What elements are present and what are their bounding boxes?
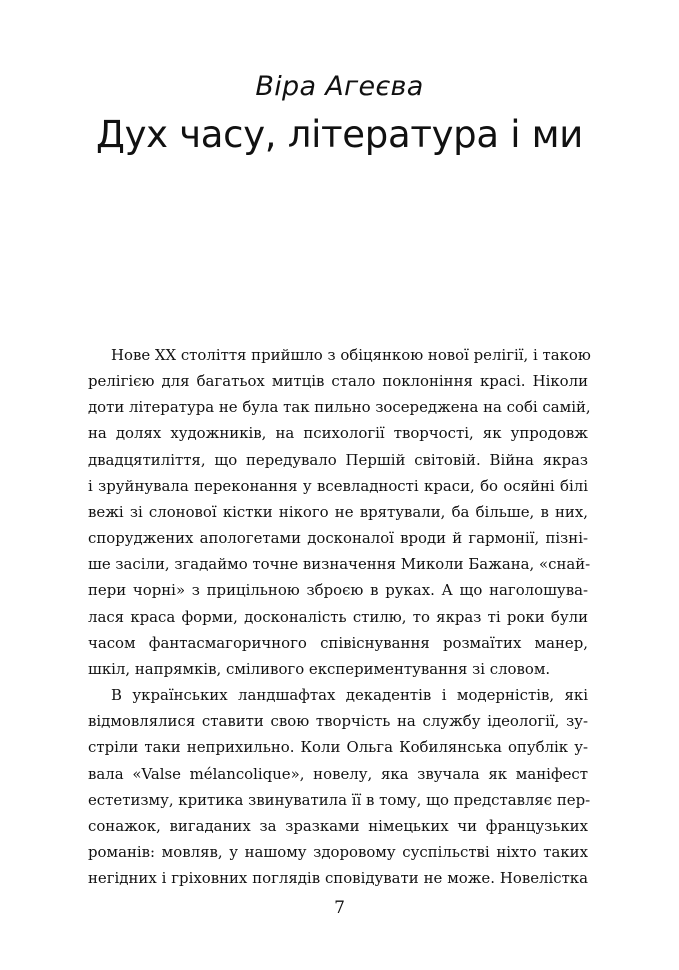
- text-line: ше засіли, згадаймо точне визначення Миколи Бажана, «снай-: [88, 555, 591, 574]
- text-line: негідних і гріховних поглядів сповідувати не може. Новелістка: [88, 869, 588, 888]
- text-line: на долях художників, на психології творчості, як упродовж: [88, 424, 588, 443]
- text-line: часом фантасмагоричного співіснування розмаїтих манер,: [88, 633, 588, 652]
- text-line: шкіл, напрямків, сміливого експериментування зі словом.: [88, 659, 551, 678]
- paragraph-1: [88, 342, 591, 682]
- chapter-title: Дух часу, література і ми: [95, 113, 584, 156]
- paragraph-2: [88, 682, 591, 891]
- author-name: Віра Агеєва: [255, 71, 424, 102]
- text-line: лася краса форми, досконалість стилю, то якраз ті роки були: [88, 607, 588, 626]
- text-line: відмовлялися ставити свою творчість на службу ідеології, зу-: [88, 712, 588, 731]
- text-line: пери чорні» з прицільною зброєю в руках. А що наголошува-: [88, 581, 588, 600]
- text-line: естетизму, критика звинуватила її в тому, що представляє пер-: [88, 790, 591, 809]
- text-line: споруджених апологетами досконалої вроди й гармонії, пізні-: [88, 529, 588, 548]
- text-line: В українських ландшафтах декадентів і модерністів, які: [111, 686, 588, 705]
- text-line: двадцятиліття, що передувало Першій світовій. Війна якраз: [88, 450, 588, 469]
- text-line: доти література не була так пильно зосереджена на собі самій,: [88, 398, 591, 417]
- text-line: вежі зі слонової кістки нікого не врятували, ба більше, в них,: [88, 502, 588, 521]
- text-line: стріли таки неприхильно. Коли Ольга Кобилянська опублік у-: [88, 738, 588, 757]
- body-text: [88, 342, 591, 891]
- text-line: вала «Valse mélancolique», новелу, яка звучала як маніфест: [88, 764, 588, 783]
- text-line: романів: мовляв, у нашому здоровому суспільстві ніхто таких: [88, 842, 588, 861]
- text-line: і зруйнувала переконання у всевладності краси, бо осяйні білі: [88, 476, 588, 495]
- text-line: Нове ХХ століття прийшло з обіцянкою нової релігії, і такою: [111, 346, 591, 364]
- page-number: 7: [334, 898, 345, 918]
- text-line: сонажок, вигаданих за зразками німецьких чи французьких: [88, 816, 588, 835]
- text-line: релігією для багатьох митців стало поклоніння красі. Ніколи: [88, 372, 588, 391]
